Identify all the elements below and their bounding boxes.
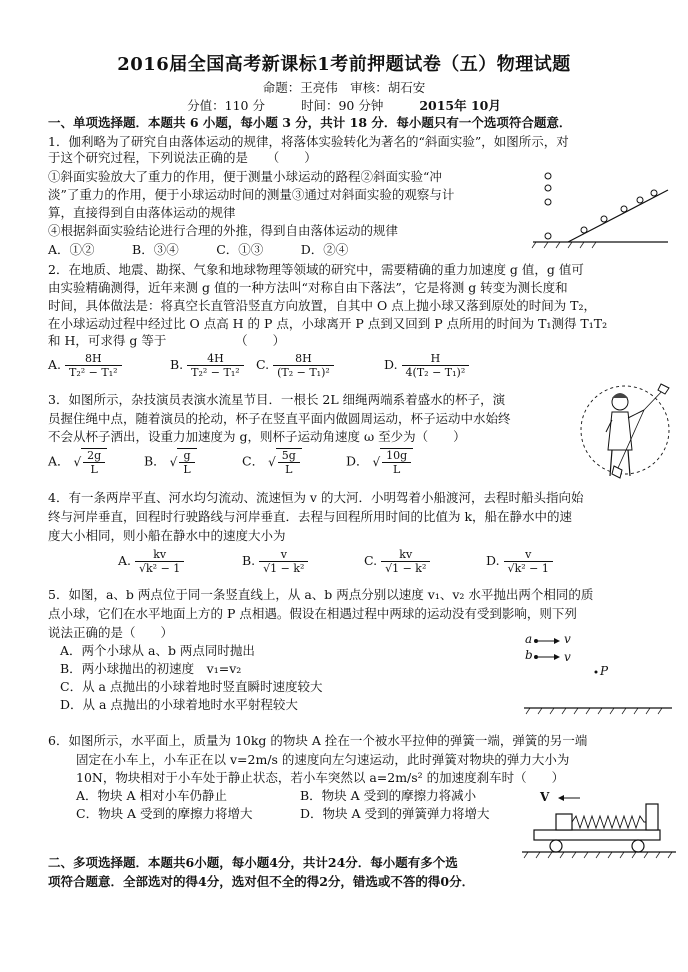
cart-spring-figure (520, 778, 680, 860)
q2-option-b-label: B. (170, 357, 184, 372)
q2-option-a-fraction: $\frac{8H}{\text{T₂² − T₁²}}$ (65, 352, 122, 379)
q4-option-d-label: D. (486, 553, 500, 568)
q6-line1: 6．如图所示，水平面上，质量为 10kg 的物块 A 拴在一个被水平拉伸的弹簧一端，弹簧的另一端 (48, 733, 588, 748)
q4-option-d: D. $\frac{v}{\text{√k² − 1}}$ (486, 548, 553, 575)
q2-option-a-label: A. (48, 357, 62, 372)
q6-option-c: C．物块 A 受到的摩擦力将增大 (76, 806, 253, 821)
point-a-label: a (525, 632, 533, 646)
q2-option-b-fraction: $\frac{4H}{\text{T₂² − T₁²}}$ (187, 352, 244, 379)
q2-line1: 2．在地质、地震、勘探、气象和地球物理等领域的研究中，需要精确的重力加速度 g 值，g 值可 (48, 262, 584, 277)
section2-heading-line2: 项符合题意．全部选对的得4分，选对但不全的得2分，错选或不答的得0分． (48, 874, 475, 889)
q1-line6: ④根据斜面实验结论进行合理的外推，得到自由落体运动的规律 (48, 223, 399, 238)
q2-line3: 时间，具体做法是：将真空长直管沿竖直方向放置，自其中 O 点上抛小球又落到原处的时间为 T₂， (48, 298, 597, 313)
q2-line2: 由实验精确测得，近年来测 g 值的一种方法叫“对称自由下落法”，它是将测 g 转变为测长度和 (48, 280, 568, 295)
q2-option-c (256, 352, 334, 379)
q4-line3: 度大小相同，则小船在静水中的速度大小为 (48, 528, 286, 543)
cart-velocity-label: V (540, 790, 550, 804)
q3-line2: 员握住绳中点，随着演员的抡动，杯子在竖直平面内做圆周运动，杯子运动中水始终 (48, 411, 511, 426)
q6-option-a: A．物块 A 相对小车仍静止 (76, 788, 228, 803)
q4-option-b: B. $\frac{v}{\text{√1 − k²}}$ (242, 548, 308, 575)
q6-line2: 固定在小车上，小车正在以 v=2m/s 的速度向左匀速运动，此时弹簧对物块的弹力大小为 (76, 752, 570, 767)
q4-option-c-label: C. (364, 553, 378, 568)
velocity-v2-label: v (564, 650, 571, 664)
q2-option-a (48, 352, 122, 379)
q2-option-c-label: C. (256, 357, 270, 372)
q2-option-d (384, 352, 469, 379)
q3-option-c: C． √ $\frac{5g}{L}$ (242, 448, 302, 476)
point-p-label: P (600, 664, 609, 678)
point-b-label: b (525, 648, 533, 662)
q3-option-d: D． √ $\frac{10g}{L}$ (346, 448, 413, 476)
q2-option-d-fraction: $\frac{H}{\text{4(T₂ − T₁)²}}$ (402, 352, 470, 379)
q1-line2: 于这个研究过程，下列说法正确的是 （ ） (48, 150, 317, 165)
q5-option-d: D．从 a 点抛出的小球着地时水平射程较大 (60, 697, 298, 712)
q3-option-b-label: B． (144, 453, 166, 469)
q2-option-d-label: D. (384, 357, 398, 372)
q4-option-a: A. $\frac{kv}{\text{√k² − 1}}$ (118, 548, 184, 575)
exam-authors: 命题：王亮伟 审核：胡石安 (262, 80, 426, 95)
exam-score: 分值：110 分 (187, 98, 265, 113)
q5-line3: 说法正确的是（ ） (48, 625, 174, 640)
q2-option-b (170, 352, 244, 379)
q3-line1: 3．如图所示，杂技演员表演水流星节目．一根长 2L 细绳两端系着盛水的杯子，演 (48, 392, 506, 407)
q6-line3: 10N，物块相对于小车处于静止状态，若小车突然以 a=2m/s² 的加速度刹车时（ ） (76, 770, 565, 785)
exam-info (0, 96, 688, 114)
q5-option-a: A．两个小球从 a、b 两点同时抛出 (60, 643, 255, 658)
q6-option-b: B．物块 A 受到的摩擦力将减小 (300, 788, 477, 803)
q4-line1: 4．有一条两岸平直、河水均匀流动、流速恒为 v 的大河．小明驾着小船渡河，去程时船头指向始 (48, 490, 584, 505)
exam-title: 2016届全国高考新课标1考前押题试卷（五）物理试题 (117, 54, 571, 75)
exam-date: 2015年 10月 (419, 98, 501, 113)
section2-heading-line1: 二、多项选择题．本题共6小题，每小题4分，共计24分．每小题有多个选 (48, 855, 458, 870)
q1-line4: 淡”了重力的作用，便于小球运动时间的测量③通过对斜面实验的观察与计 (48, 187, 455, 202)
q6-option-d: D．物块 A 受到的弹簧弹力将增大 (300, 806, 490, 821)
q4-line2: 终与河岸垂直，回程时行驶路线与河岸垂直．去程与回程所用时间的比值为 k，船在静水中的速 (48, 509, 573, 524)
q1-line5: 算，直接得到自由落体运动的规律 (48, 205, 236, 220)
velocity-v1-label: v (564, 632, 571, 646)
q3-line3: 不会从杯子洒出，设重力加速度为 g，则杯子运动角速度 ω 至少为（ ） (48, 429, 466, 444)
projectile-figure (520, 630, 680, 720)
q2-line4: 在小球运动过程中经过比 O 点高 H 的 P 点，小球离开 P 点到又回到 P 点所用的时间为 T₁测得 T₁T₂ (48, 316, 608, 331)
q5-option-b: B．两小球抛出的初速度 v₁=v₂ (60, 661, 242, 676)
q4-option-b-label: B. (242, 553, 256, 568)
q1-options: A．①② B．③④ C．①③ D．②④ (48, 242, 349, 257)
water-meteor-figure (570, 380, 680, 485)
q3-option-a: A． √ $\frac{2g}{L}$ (48, 448, 107, 476)
q2-option-c-fraction: $\frac{8H}{\text{(T₂ − T₁)²}}$ (273, 352, 334, 379)
q3-option-d-label: D． (346, 453, 369, 469)
exam-time: 时间：90 分钟 (300, 98, 384, 113)
q3-option-a-label: A． (48, 453, 70, 469)
incline-figure (528, 170, 678, 250)
q3-option-c-label: C． (242, 453, 265, 469)
q2-line5: 和 H，可求得 g 等于 （ ） (48, 333, 286, 348)
q5-option-c: C．从 a 点抛出的小球着地时竖直瞬时速度较大 (60, 679, 323, 694)
section1-heading: 一、单项选择题．本题共 6 小题，每小题 3 分，共计 18 分．每小题只有一个选项符合题意． (48, 115, 572, 130)
q4-option-a-label: A. (118, 553, 132, 568)
q1-line3: ①斜面实验放大了重力的作用，便于测量小球运动的路程②斜面实验“冲 (48, 169, 442, 184)
q3-option-b: B． √ $\frac{g}{L}$ (144, 448, 197, 476)
q4-option-c: C. $\frac{kv}{\text{√1 − k²}}$ (364, 548, 430, 575)
q1-line1: 1．伽利略为了研究自由落体运动的规律，将落体实验转化为著名的“斜面实验”，如图所示，对 (48, 134, 569, 149)
q5-line2: 点小球，它们在水平地面上方的 P 点相遇。假设在相遇过程中两球的运动没有受到影响，则下列 (48, 606, 577, 621)
q5-line1: 5．如图，a、b 两点位于同一条竖直线上，从 a、b 两点分别以速度 v₁、v₂ 水平抛出两个相同的质 (48, 587, 594, 602)
